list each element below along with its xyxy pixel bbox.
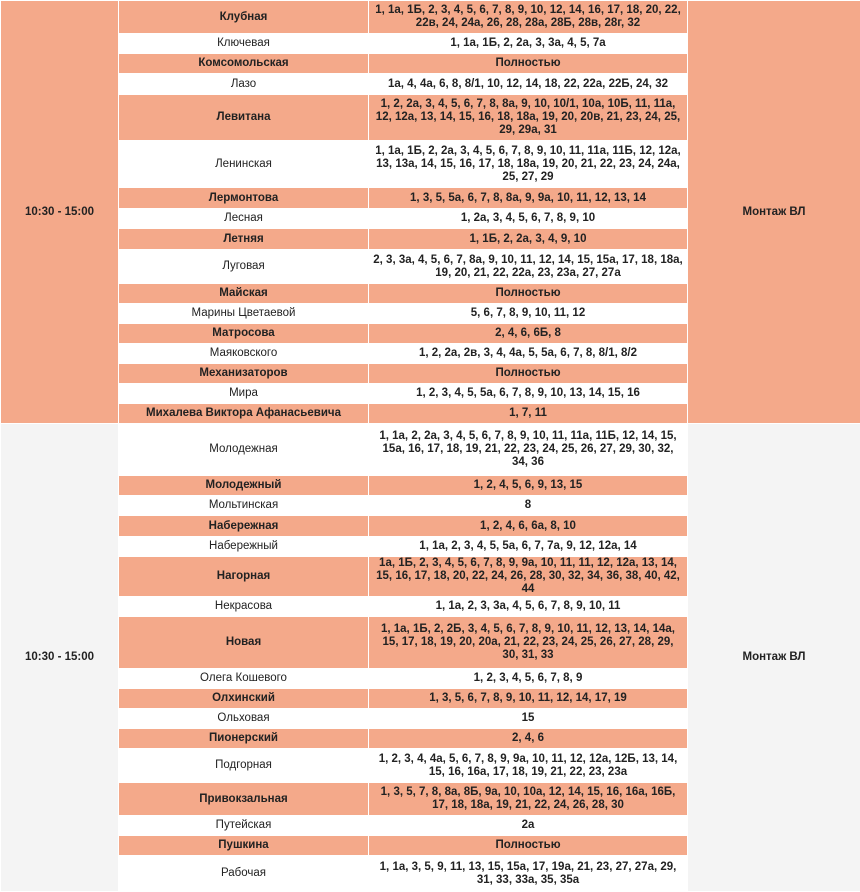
street-cell: Мира: [119, 384, 369, 404]
houses-cell: Полностью: [369, 364, 688, 384]
houses-cell: 1, 1а, 1Б, 2, 2а, 3, 4, 5, 6, 7, 8, 9, 10, 11, 11а, 11Б, 12, 12а, 13, 13а, 14, 15, 16, 17, 18, 18а, 19, 20, 21, 22, 23, 24, 24а, 25, 27, 29: [369, 141, 688, 188]
street-cell: Молодежный: [119, 476, 369, 496]
houses-cell: 1, 3, 5, 5а, 6, 7, 8, 8а, 9, 9а, 10, 11, 12, 13, 14: [369, 188, 688, 209]
houses-cell: 15: [369, 709, 688, 729]
street-cell: Лазо: [119, 74, 369, 95]
table-row: [1, 1, 860, 34]
street-cell: Пушкина: [119, 836, 369, 856]
houses-cell: 1, 2, 3, 4, 5, 5а, 6, 7, 8, 9, 10, 13, 14, 15, 16: [369, 384, 688, 404]
street-cell: Некрасова: [119, 597, 369, 617]
street-cell: Комсомольская: [119, 54, 369, 74]
street-cell: Луговая: [119, 250, 369, 284]
houses-cell: 1, 2, 2а, 2в, 3, 4, 4а, 5, 5а, 6, 7, 8, 8/1, 8/2: [369, 344, 688, 364]
houses-cell: 1, 2, 3, 4, 4а, 5, 6, 7, 8, 9, 9а, 10, 11, 12, 12а, 12Б, 13, 14, 15, 16, 16а, 17, 18, 19, 21, 22, 23, 23а: [369, 749, 688, 783]
houses-cell: 1, 3, 5, 6, 7, 8, 9, 10, 11, 12, 14, 17, 19: [369, 689, 688, 709]
houses-cell: 1, 1Б, 2, 2а, 3, 4, 9, 10: [369, 229, 688, 250]
houses-cell: 1, 1а, 2, 2а, 3, 4, 5, 6, 7, 8, 9, 10, 11, 11а, 11Б, 12, 14, 15, 15а, 16, 17, 18, 19, 21, 22, 23, 24, 25, 26, 27, 29, 30, 32, 34, 36: [369, 424, 688, 476]
table-row: [1, 424, 860, 476]
houses-cell: 1, 1а, 2, 3, 4, 5, 5а, 6, 7, 7а, 9, 12, 12а, 14: [369, 537, 688, 557]
street-cell: Летняя: [119, 229, 369, 250]
houses-cell: 1, 2а, 3, 4, 5, 6, 7, 8, 9, 10: [369, 209, 688, 229]
street-cell: Нагорная: [119, 557, 369, 597]
time-cell: 10:30 - 15:00: [1, 1, 119, 424]
houses-cell: 2, 3, 3а, 4, 5, 6, 7, 8а, 9, 10, 11, 12, 14, 15, 15а, 17, 18, 18а, 19, 20, 21, 22, 22а, 23, 23а, 27, 27а: [369, 250, 688, 284]
street-cell: Ключевая: [119, 34, 369, 54]
houses-cell: Полностью: [369, 836, 688, 856]
street-cell: Подгорная: [119, 749, 369, 783]
street-cell: Набережная: [119, 516, 369, 537]
street-cell: Привокзальная: [119, 783, 369, 816]
houses-cell: 1, 1а, 3, 5, 9, 11, 13, 15, 15а, 17, 19а, 21, 23, 27, 27а, 29, 31, 33, 33а, 35, 35а: [369, 856, 688, 892]
time-cell: 10:30 - 15:00: [1, 424, 119, 892]
street-cell: Механизаторов: [119, 364, 369, 384]
houses-cell: 1а, 4, 4а, 6, 8, 8/1, 10, 12, 14, 18, 22, 22а, 22Б, 24, 32: [369, 74, 688, 95]
houses-cell: 1, 1а, 1Б, 2, 2Б, 3, 4, 5, 6, 7, 8, 9, 10, 11, 12, 13, 14, 14а, 15, 17, 18, 19, 20, 20а, 21, 22, 23, 24, 25, 26, 27, 28, 29, 30, 31, 33: [369, 617, 688, 669]
work-type-cell: Монтаж ВЛ: [688, 424, 860, 892]
street-cell: Матросова: [119, 324, 369, 344]
houses-cell: 1, 1а, 2, 3, 3а, 4, 5, 6, 7, 8, 9, 10, 11: [369, 597, 688, 617]
street-cell: Пионерский: [119, 729, 369, 749]
street-cell: Левитана: [119, 95, 369, 141]
street-cell: Лесная: [119, 209, 369, 229]
street-cell: Клубная: [119, 1, 369, 34]
street-cell: Олега Кошевого: [119, 669, 369, 689]
work-type-cell: Монтаж ВЛ: [688, 1, 860, 424]
houses-cell: 8: [369, 496, 688, 516]
street-cell: Маяковского: [119, 344, 369, 364]
street-cell: Рабочая: [119, 856, 369, 892]
street-cell: Новая: [119, 617, 369, 669]
street-cell: Майская: [119, 284, 369, 304]
houses-cell: 1, 7, 11: [369, 404, 688, 424]
houses-cell: 1, 2, 4, 6, 6а, 8, 10: [369, 516, 688, 537]
street-cell: Молодежная: [119, 424, 369, 476]
houses-cell: 1, 3, 5, 7, 8, 8а, 8Б, 9а, 10, 10а, 12, 14, 15, 16, 16а, 16Б, 17, 18, 18а, 19, 21, 22, 24, 26, 28, 30: [369, 783, 688, 816]
street-cell: Марины Цветаевой: [119, 304, 369, 324]
street-cell: Путейская: [119, 816, 369, 836]
street-cell: Лермонтова: [119, 188, 369, 209]
street-cell: Набережный: [119, 537, 369, 557]
street-cell: Ленинская: [119, 141, 369, 188]
street-cell: Ольховая: [119, 709, 369, 729]
street-cell: Олхинский: [119, 689, 369, 709]
houses-cell: 1, 2, 2а, 3, 4, 5, 6, 7, 8, 8а, 9, 10, 10/1, 10а, 10Б, 11, 11а, 12, 12а, 13, 14, 15, 16, 18, 18а, 19, 20, 20в, 21, 23, 24, 25, 29, 29а, 31: [369, 95, 688, 141]
houses-cell: 1, 1а, 1Б, 2, 2а, 3, 3а, 4, 5, 7а: [369, 34, 688, 54]
street-cell: Мольтинская: [119, 496, 369, 516]
houses-cell: 2, 4, 6, 6Б, 8: [369, 324, 688, 344]
houses-cell: 1, 1а, 1Б, 2, 3, 4, 5, 6, 7, 8, 9, 10, 12, 14, 16, 17, 18, 20, 22, 22в, 24, 24а, 26, 28, 28а, 28Б, 28в, 28г, 32: [369, 1, 688, 34]
houses-cell: 1, 2, 3, 4, 5, 6, 7, 8, 9: [369, 669, 688, 689]
houses-cell: Полностью: [369, 54, 688, 74]
houses-cell: 5, 6, 7, 8, 9, 10, 11, 12: [369, 304, 688, 324]
street-cell: Михалева Виктора Афанасьевича: [119, 404, 369, 424]
houses-cell: 1а, 1Б, 2, 3, 4, 5, 6, 7, 8, 9, 9а, 10, 11, 11, 12, 12а, 13, 14, 15, 16, 17, 18, 20, 22, 24, 26, 28, 30, 32, 34, 36, 38, 40, 42, 44: [369, 557, 688, 597]
houses-cell: 2а: [369, 816, 688, 836]
houses-cell: Полностью: [369, 284, 688, 304]
houses-cell: 1, 2, 4, 5, 6, 9, 13, 15: [369, 476, 688, 496]
houses-cell: 2, 4, 6: [369, 729, 688, 749]
